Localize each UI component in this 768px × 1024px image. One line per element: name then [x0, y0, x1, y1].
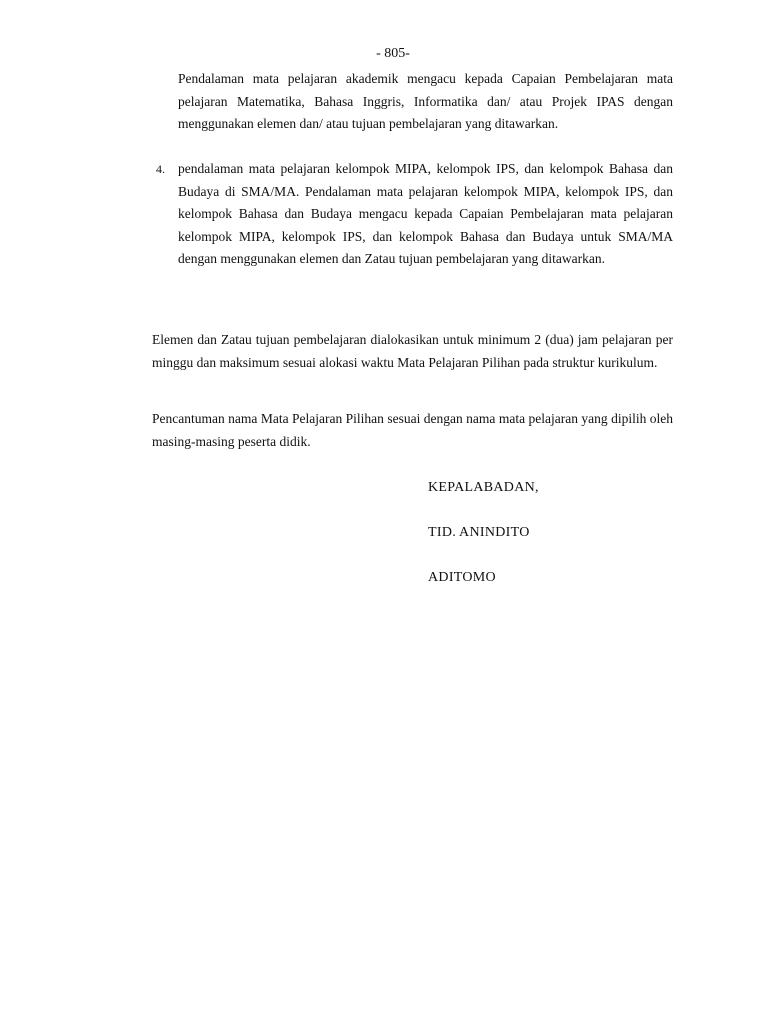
page-number: - 805-: [376, 46, 410, 61]
allocation-paragraph: Elemen dan Zatau tujuan pembelajaran dialokasikan untuk minimum 2 (dua) jam pelajaran per minggu dan maksimum sesuai alokasi waktu Mata Pelajaran Pilihan pada struktur kurikulum.: [152, 332, 673, 370]
signature-name-line2: ADITOMO: [428, 570, 496, 585]
list-item-4-text: pendalaman mata pelajaran kelompok MIPA, kelompok IPS, dan kelompok Bahasa dan Budaya di SMA/MA. Pendalaman mata pelajaran kelompok MIPA, kelompok IPS, dan kelompok Bahasa dan Budaya mengacu kepada Capaian Pembelajaran mata pelajaran kelompok MIPA, kelompok IPS, dan kelompok Bahasa dan Budaya untuk SMA/MA dengan menggunakan elemen dan Zatau tujuan pembelajaran yang ditawarkan.: [178, 161, 673, 267]
list-item-number: 4.: [156, 162, 165, 176]
signature-title: KEPALABADAN,: [428, 480, 539, 495]
naming-paragraph: Pencantuman nama Mata Pelajaran Pilihan sesuai dengan nama mata pelajaran yang dipilih oleh masing-masing peserta didik.: [152, 411, 673, 449]
signature-name-line1: TID. ANINDITO: [428, 525, 530, 540]
continuation-paragraph: Pendalaman mata pelajaran akademik mengacu kepada Capaian Pembelajaran mata pelajaran Matematika, Bahasa Inggris, Informatika dan/ atau Projek IPAS dengan menggunakan elemen dan/ atau tujuan pembelajaran yang ditawarkan.: [178, 71, 673, 132]
